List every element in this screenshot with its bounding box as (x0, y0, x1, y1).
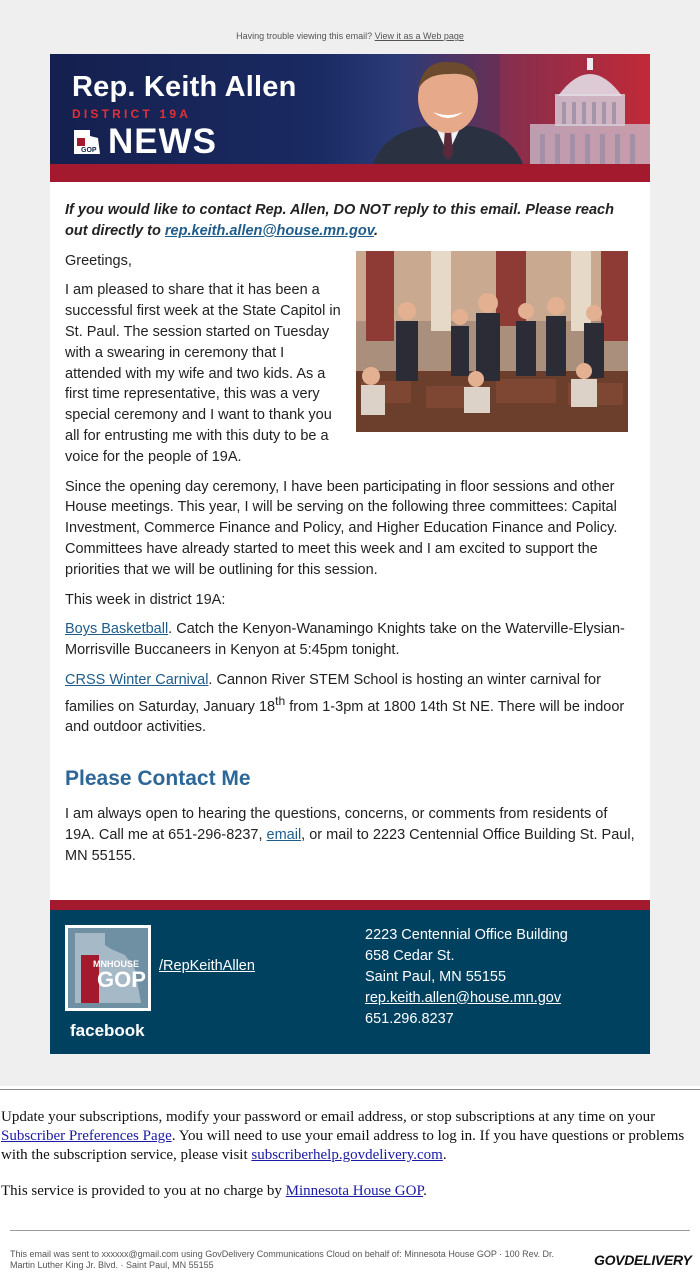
banner-news: NEWS (108, 122, 217, 161)
email-container (50, 54, 650, 1054)
subscription-info (1, 1108, 699, 1218)
boys-basketball-link[interactable]: Boys Basketball (65, 621, 169, 638)
house-gop-facebook-logo[interactable] (65, 925, 151, 1011)
banner-district: DISTRICT 19A (72, 107, 192, 121)
subscriber-help-link[interactable]: subscriberhelp.govdelivery.com (251, 1147, 443, 1163)
subscriber-preferences-link[interactable]: Subscriber Preferences Page (1, 1128, 172, 1144)
contact-notice: If you would like to contact Rep. Allen, DO NOT reply to this email. Please reach out directly to rep.keith.allen@house.mn.gov. (65, 202, 614, 239)
address-line1: 2223 Centennial Office Building (365, 926, 568, 943)
logo-text-mn: MN (93, 958, 107, 969)
event-winter-carnival: CRSS Winter Carnival. Cannon River STEM School is hosting an winter carnival for families on Saturday, January 18th from 1-3pm at 1800 14th St NE. There will be indoor and outdoor activities. (65, 671, 625, 736)
preheader (0, 31, 700, 41)
office-address (365, 925, 568, 1030)
logo-text-gop: GOP (97, 966, 146, 992)
representative-portrait (365, 54, 530, 164)
divider (10, 1230, 690, 1231)
winter-carnival-link[interactable]: CRSS Winter Carnival (65, 671, 209, 688)
footer-email-link[interactable]: rep.keith.allen@house.mn.gov (365, 989, 562, 1006)
notice-email-link[interactable]: rep.keith.allen@house.mn.gov (164, 222, 375, 239)
minnesota-house-gop-link[interactable]: Minnesota House GOP (285, 1183, 424, 1199)
logo-text-house: HOUSE (107, 958, 140, 969)
intro-paragraph: I am pleased to share that it has been a successful first week at the State Capitol in St. Paul. The session started on Tuesday with a swearing in ceremony that I attended with my wife and two kids. As a first time representative, this was a very special ceremony and I want to thank you all for entrusting me with this duty to be a voice for the people of 19A. (65, 282, 341, 465)
swearing-in-photo (356, 251, 628, 432)
divider (0, 1089, 700, 1090)
banner-logo-text: GOP (81, 147, 97, 154)
footer-red-bar (50, 900, 650, 910)
view-web-page-link[interactable]: View it as a Web page (374, 31, 464, 41)
week-intro: This week in district 19A: (65, 591, 226, 608)
facebook-handle-link[interactable]: /RepKeithAllen (159, 957, 255, 974)
contact-email-link[interactable]: email (266, 826, 302, 843)
govdelivery-logo[interactable]: GOVDELIVERY (594, 1252, 692, 1268)
contact-paragraph: I am always open to hearing the questions, concerns, or comments from residents of 19A. Call me at 651-296-8237, email, or mail to 2223 Centennial Office Building St. Paul, MN 55155. (65, 806, 635, 864)
contact-heading: Please Contact Me (65, 767, 251, 791)
email-body (50, 182, 650, 900)
newsletter-banner (50, 54, 650, 164)
facebook-label: facebook (70, 1020, 145, 1040)
address-line2: 658 Cedar St. (365, 947, 455, 964)
subscription-paragraph: Update your subscriptions, modify your password or email address, or stop subscriptions at any time on your Subscriber Preferences Page. You will need to use your email address to log in. If you have questions or problems with the subscription service, please visit subscriberhelp.govdelivery.com. (1, 1109, 685, 1163)
greeting: Greetings, (65, 252, 132, 269)
house-gop-logo-icon (72, 128, 102, 156)
address-line3: Saint Paul, MN 55155 (365, 968, 507, 985)
footer-contact-block (50, 910, 650, 1054)
footer-phone: 651.296.8237 (365, 1010, 454, 1027)
committees-paragraph: Since the opening day ceremony, I have been participating in floor sessions and other House meetings. This year, I will be serving on the following three committees: Capital Investment, Commerce Finance and Policy, and Higher Education Finance and Policy. Committees have already started to meet this week and I am excited to support the priorities that we will be outlining for this session. (65, 478, 618, 578)
banner-title: Rep. Keith Allen (72, 71, 297, 103)
legal-footer: This email was sent to xxxxxx@gmail.com using GovDelivery Communications Cloud on behalf of: Minnesota House GOP · 100 Rev. Dr. Martin Luther King Jr. Blvd. · Saint Paul, MN 55155 (10, 1249, 555, 1270)
service-provider-paragraph: This service is provided to you at no charge by Minnesota House GOP. (1, 1183, 427, 1199)
preheader-text: Having trouble viewing this email? (236, 31, 373, 41)
event-basketball: Boys Basketball. Catch the Kenyon-Wanamingo Knights take on the Waterville-Elysian-Morrisville Buccaneers in Kenyon at 5:45pm tonight. (65, 621, 625, 659)
banner-red-bar (50, 164, 650, 182)
